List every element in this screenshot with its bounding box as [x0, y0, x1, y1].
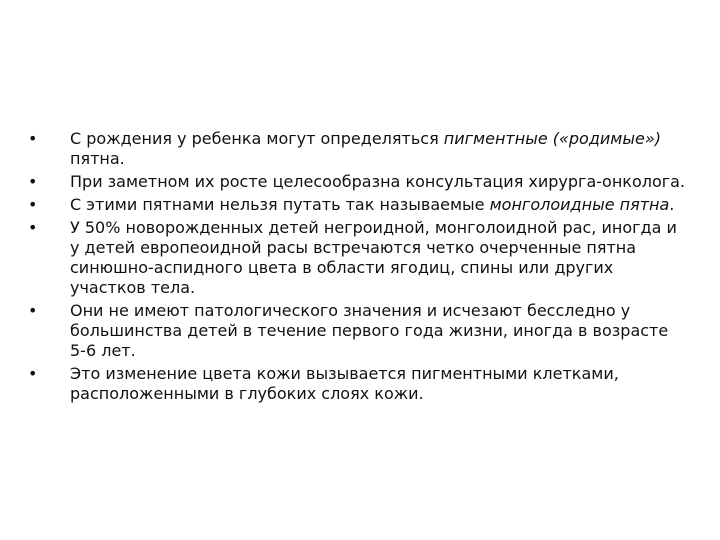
bullet-text-part: С рождения у ребенка могут определяться — [70, 129, 444, 148]
bullet-text — [70, 301, 668, 360]
bullet-marker: • — [28, 364, 38, 383]
bullet-text — [70, 218, 677, 297]
bullet-text-part: Они не имеют патологического значения и исчезают бесследно у большинства детей в течение первого года жизни, иногда в возрасте 5-6 лет. — [70, 301, 669, 360]
bullet-text-part: При заметном их росте целесообразна консультация хирурга-онколога. — [70, 172, 686, 191]
bullet-marker: • — [28, 195, 38, 214]
bullet-item — [28, 129, 688, 169]
bullet-text — [70, 364, 619, 403]
bullet-text — [70, 195, 674, 214]
bullet-item — [28, 195, 688, 215]
bullet-item — [28, 364, 688, 404]
bullet-text-part: У 50% новорожденных детей негроидной, монголоидной рас, иногда и у детей европеоидной расы встречаются четко очерченные пятна синюшно-аспидного цвета в области ягодиц, спины или других участков тела. — [70, 218, 677, 297]
bullet-text-part: . — [669, 195, 675, 214]
bullet-marker: • — [28, 172, 38, 191]
bullet-text — [70, 172, 685, 191]
bullet-marker: • — [28, 129, 38, 148]
bullet-text-part: С этими пятнами нельзя путать так называемые — [70, 195, 490, 214]
bullet-text — [70, 129, 661, 168]
bullet-item — [28, 218, 688, 298]
bullet-marker: • — [28, 301, 38, 320]
bullet-list — [28, 129, 688, 407]
bullet-text-italic-part: пигментные («родимые») — [443, 129, 661, 148]
bullet-item — [28, 172, 688, 192]
bullet-marker: • — [28, 218, 38, 237]
bullet-text-part: Это изменение цвета кожи вызывается пигментными клетками, расположенными в глубоких слоях кожи. — [70, 364, 619, 403]
bullet-text-italic-part: монголоидные пятна — [489, 195, 670, 214]
bullet-text-part: пятна. — [70, 149, 125, 168]
bullet-item — [28, 301, 688, 361]
